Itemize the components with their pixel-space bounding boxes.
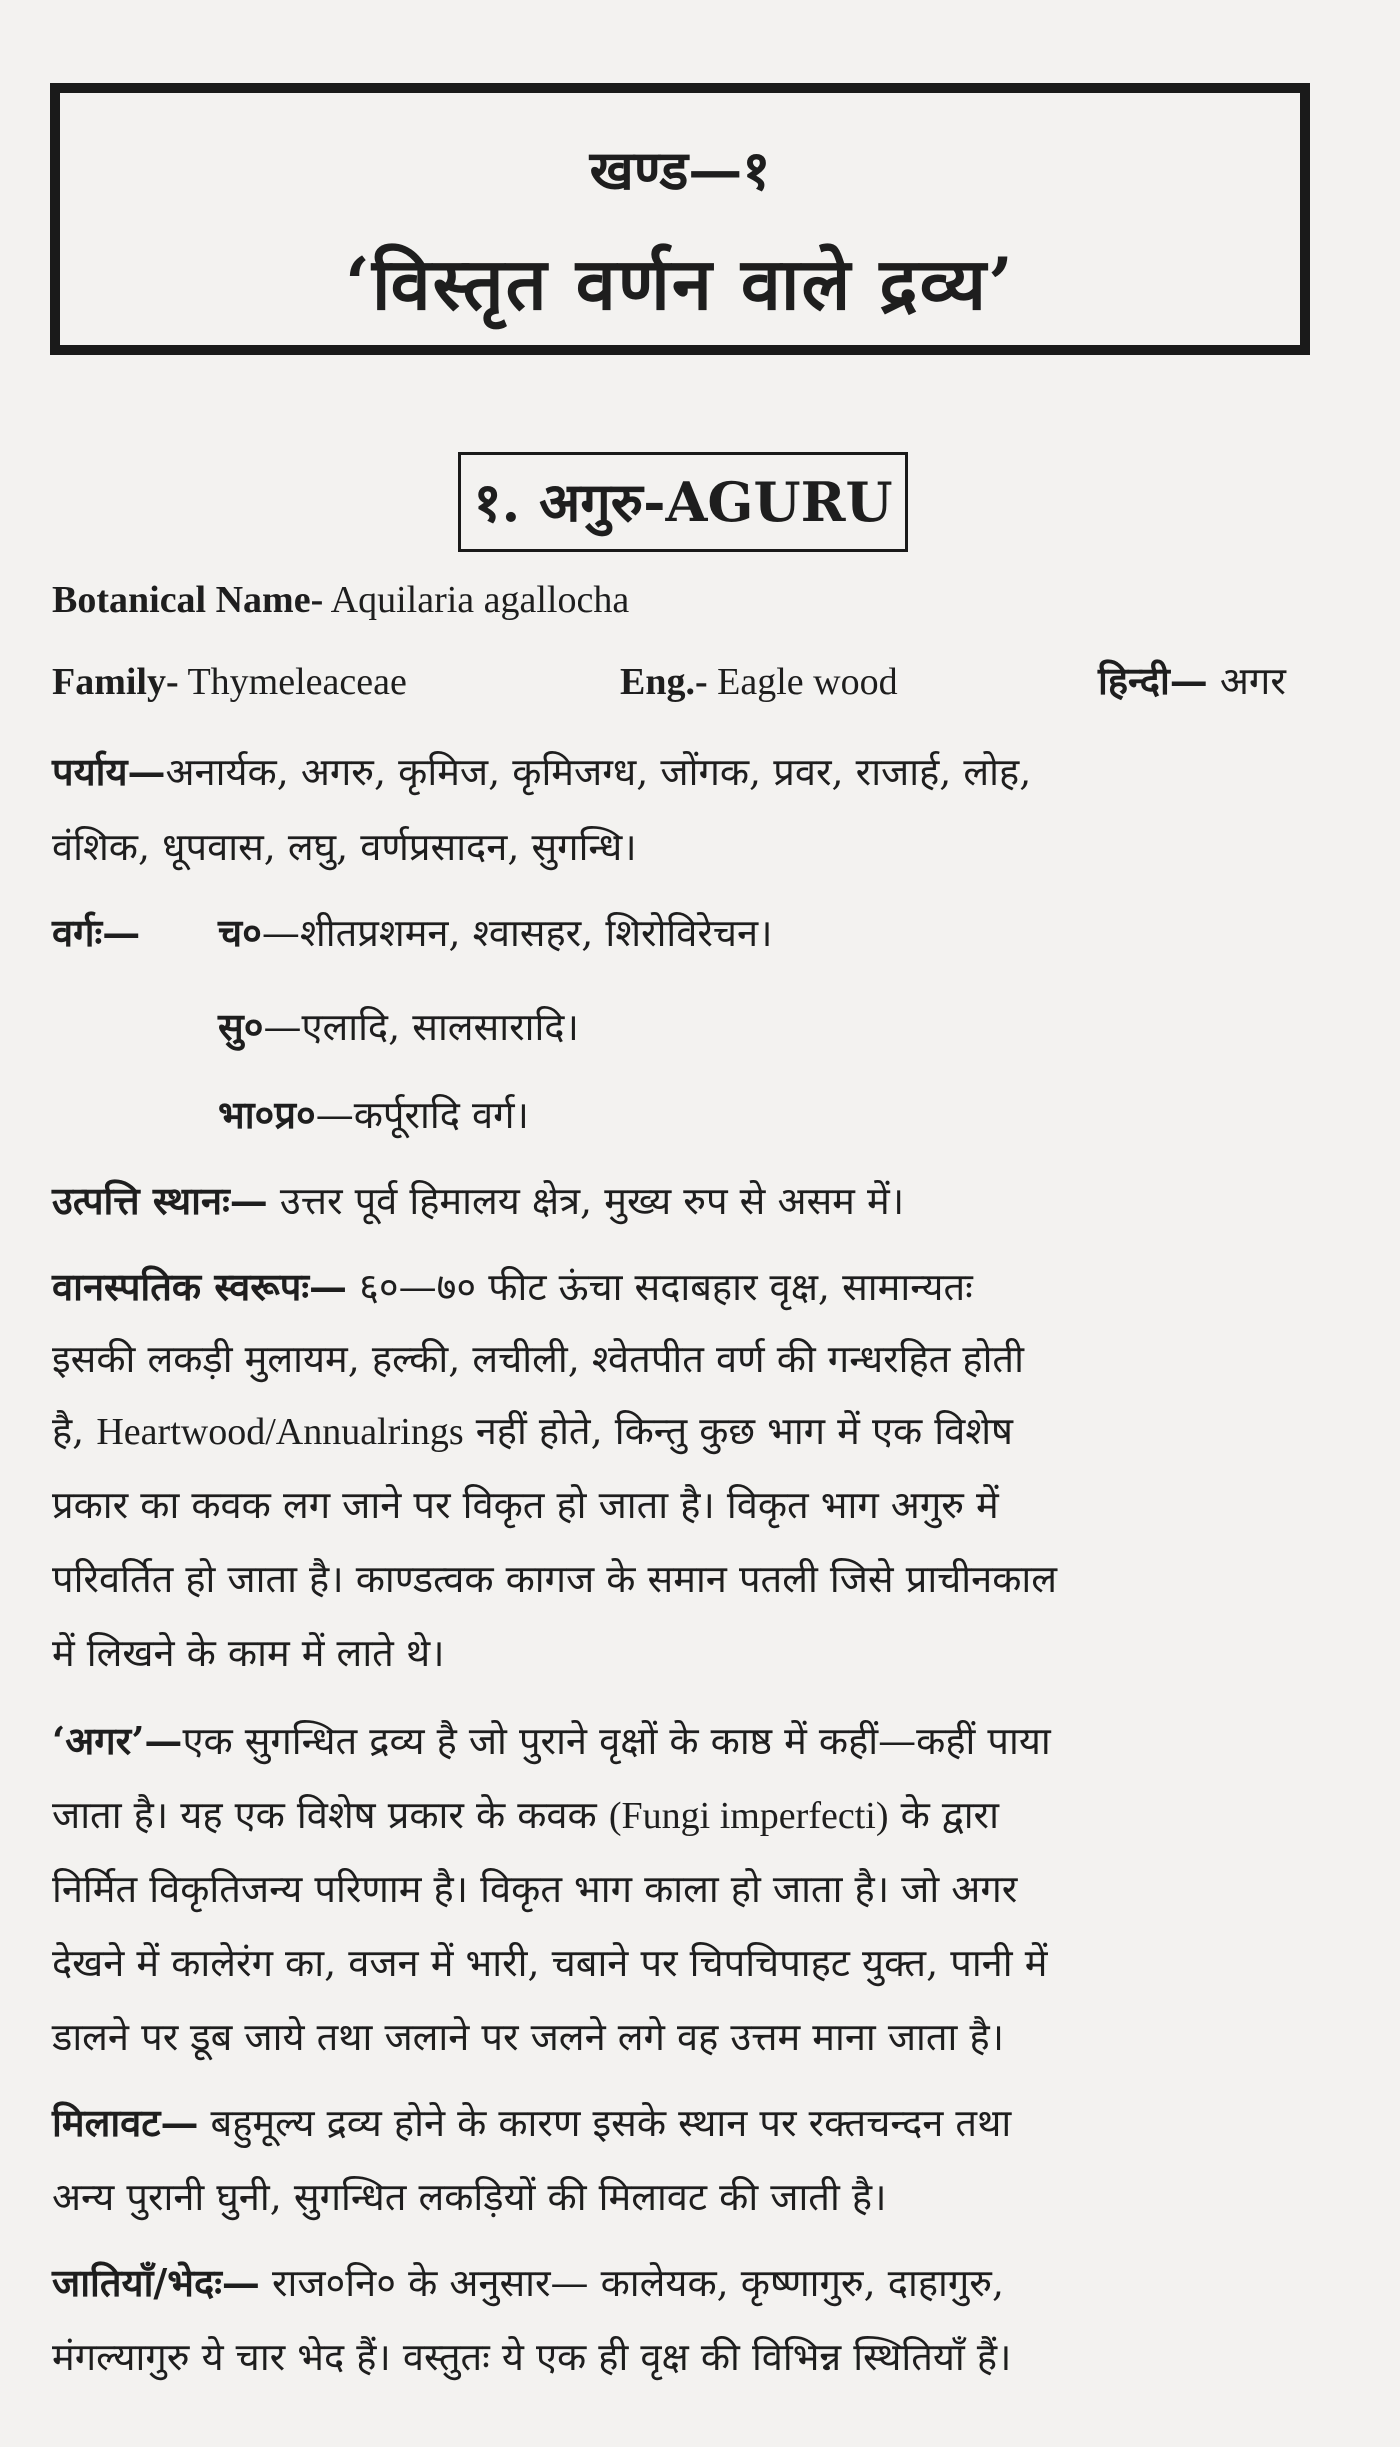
family-field — [52, 660, 407, 704]
jatiyan-text-1: राज०नि० के अनुसार— कालेयक, कृष्णागुरु, दाहागुरु, — [271, 2261, 1005, 2305]
paryay-line-1 — [52, 745, 1031, 797]
vanaspatik-line-1 — [52, 1260, 973, 1312]
milavat-text-1: बहुमूल्य द्रव्य होने के कारण इसके स्थान पर रक्तचन्दन तथा — [210, 2101, 1012, 2145]
agar-line-1 — [52, 1714, 1051, 1766]
english-name-label: Eng.- — [620, 661, 708, 703]
vanaspatik-line-6: में लिखने के काम में लाते थे। — [52, 1631, 445, 1675]
varg-item-sushrut — [218, 1000, 579, 1052]
vanaspatik-line-2: इसकी लकड़ी मुलायम, हल्की, लचीली, श्वेतपीत वर्ण की गन्धरहित होती — [52, 1337, 1024, 1381]
varg-source-charak: च० — [218, 910, 262, 955]
family-value: Thymeleaceae — [187, 661, 407, 703]
varg-source-bhavprakash: भा०प्र० — [218, 1092, 316, 1137]
agar-line-2 — [52, 1788, 999, 1840]
agar-text-1: एक सुगन्धित द्रव्य है जो पुराने वृक्षों के काष्ठ में कहीं—कहीं पाया — [182, 1719, 1051, 1763]
agar-line-5: डालने पर डूब जाये तथा जलाने पर जलने लगे वह उत्तम माना जाता है। — [52, 2015, 1005, 2059]
vanaspatik-line-3 — [52, 1404, 1013, 1456]
milavat-label: मिलावट— — [52, 2100, 199, 2145]
vanaspatik-text-3a: है, — [52, 1409, 85, 1453]
vanaspatik-line-4: प्रकार का कवक लग जाने पर विकृत हो जाता है। विकृत भाग अगुरु में — [52, 1483, 999, 1527]
vanaspatik-line-5: परिवर्तित हो जाता है। काण्डत्वक कागज के समान पतली जिसे प्राचीनकाल — [52, 1557, 1058, 1601]
varg-item-charak — [218, 906, 773, 958]
vanaspatik-text-3b: नहीं होते, किन्तु कुछ भाग में एक विशेष — [475, 1409, 1014, 1453]
jatiyan-line-2: मंगल्यागुरु ये चार भेद हैं। वस्तुतः ये एक ही वृक्ष की विभिन्न स्थितियाँ हैं। — [52, 2335, 1012, 2379]
hindi-name-field — [1098, 654, 1286, 706]
family-label: Family- — [52, 661, 179, 703]
varg-text-bhavprakash: —कर्पूरादि वर्ग। — [315, 1093, 529, 1137]
agar-text-2b: के द्वारा — [900, 1793, 999, 1837]
section-label: खण्ड—१ — [589, 138, 771, 202]
jatiyan-line-1 — [52, 2256, 1004, 2308]
botanical-name-label: Botanical Name- — [52, 579, 324, 621]
vanaspatik-text-1: ६०—७० फीट ऊंचा सदाबहार वृक्ष, सामान्यतः — [359, 1265, 973, 1309]
vanaspatik-label: वानस्पतिक स्वरूपः— — [52, 1264, 348, 1309]
agar-line-4: देखने में कालेरंग का, वजन में भारी, चबाने पर चिपचिपाहट युक्त, पानी में — [52, 1941, 1048, 1985]
paryay-label: पर्याय— — [52, 749, 166, 794]
agar-line-3: निर्मित विकृतिजन्य परिणाम है। विकृत भाग काला हो जाता है। जो अगर — [52, 1867, 1018, 1911]
varg-text-sushrut: —एलादि, सालसारादि। — [263, 1005, 579, 1049]
varg-source-sushrut: सु० — [218, 1004, 264, 1049]
utpatti-label: उत्पत्ति स्थानः— — [52, 1178, 268, 1223]
milavat-line-1 — [52, 2096, 1011, 2148]
utpatti-text: उत्तर पूर्व हिमालय क्षेत्र, मुख्य रुप से असम में। — [279, 1179, 905, 1223]
varg-label: वर्गः— — [52, 910, 141, 955]
hindi-name-label: हिन्दी— — [1098, 658, 1208, 703]
paryay-line-2: वंशिक, धूपवास, लघु, वर्णप्रसादन, सुगन्धि। — [52, 825, 637, 869]
varg-text-charak: —शीतप्रशमन, श्वासहर, शिरोविरेचन। — [261, 911, 773, 955]
milavat-line-2: अन्य पुरानी घुनी, सुगन्धित लकड़ियों की मिलावट की जाती है। — [52, 2175, 887, 2219]
paryay-text-1: अनार्यक, अगरु, कृमिज, कृमिजग्ध, जोंगक, प्रवर, राजार्ह, लोह, — [165, 750, 1032, 794]
utpatti-line — [52, 1174, 904, 1226]
botanical-name-value: Aquilaria agallocha — [330, 579, 630, 621]
agar-english-term: (Fungi imperfecti) — [608, 1795, 889, 1837]
english-name-field — [620, 660, 898, 704]
botanical-name-line — [52, 578, 629, 622]
agar-label: ‘अगर’— — [52, 1718, 183, 1763]
varg-item-bhavprakash — [218, 1088, 529, 1140]
english-name-value: Eagle wood — [717, 661, 898, 703]
jatiyan-label: जातियाँ/भेदः— — [52, 2260, 260, 2305]
section-title: ‘विस्तृत वर्णन वाले द्रव्य’ — [344, 241, 1016, 326]
hindi-name-value: अगर — [1219, 659, 1286, 703]
entry-heading: १. अगुरु-AGURU — [458, 452, 908, 552]
varg-line-1 — [52, 906, 140, 958]
agar-text-2a: जाता है। यह एक विशेष प्रकार के कवक — [52, 1793, 597, 1837]
vanaspatik-english-term: Heartwood/Annualrings — [96, 1411, 464, 1453]
section-header-box — [50, 83, 1310, 355]
